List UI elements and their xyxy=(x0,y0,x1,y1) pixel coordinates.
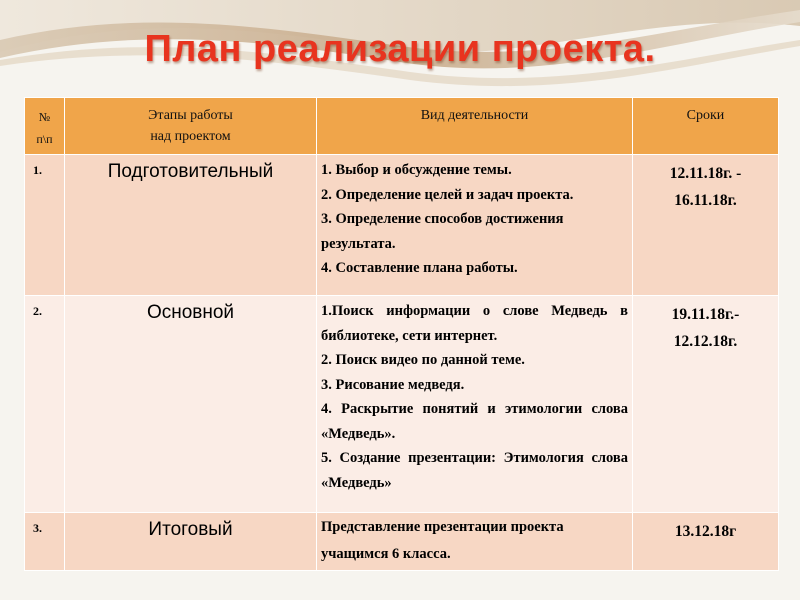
header-number-line1: № xyxy=(38,110,51,124)
activity-item: 1. Выбор и обсуждение темы. xyxy=(321,162,512,178)
activity-item: 4. Составление плана работы. xyxy=(321,260,518,276)
header-stage xyxy=(65,98,317,155)
activity-item: 3. Рисование медведя. xyxy=(321,376,465,393)
stage-name: Подготовительный xyxy=(65,155,317,296)
table-row xyxy=(25,513,779,571)
row-number: 1. xyxy=(25,155,65,296)
table-header-row xyxy=(25,98,779,155)
stage-name: Основной xyxy=(65,296,317,513)
date-range xyxy=(633,513,779,571)
header-number xyxy=(25,98,65,155)
date-end: 12.12.18г. xyxy=(673,333,738,350)
date-range xyxy=(633,296,779,513)
page-title: План реализации проекта. xyxy=(144,28,656,70)
activity-item: 5. Создание презентации: Этимология слова «Медведь» xyxy=(321,450,628,491)
table-row xyxy=(25,296,779,513)
activity-item: 2. Поиск видео по данной теме. xyxy=(321,352,525,368)
date-start: 13.12.18г xyxy=(674,523,737,540)
header-activity: Вид деятельности xyxy=(317,98,633,155)
header-number-line2: п\п xyxy=(36,132,53,146)
table-row xyxy=(25,155,779,296)
header-stage-line1: Этапы работы xyxy=(148,108,233,123)
activity-item: 4. Раскрытие понятий и этимологии слова «Медведь». xyxy=(321,401,628,442)
activity-list xyxy=(317,513,633,571)
activity-item: 1.Поиск информации о слове Медведь в библиотеке, сети интернет. xyxy=(321,303,628,344)
row-number: 3. xyxy=(25,513,65,571)
project-plan-table xyxy=(24,97,779,571)
activity-list xyxy=(317,296,633,513)
date-end: 16.11.18г. xyxy=(674,192,737,209)
activity-list xyxy=(317,155,633,296)
row-number: 2. xyxy=(25,296,65,513)
date-range xyxy=(633,155,779,296)
date-start: 19.11.18г.- xyxy=(671,306,740,323)
activity-item: 3. Определение способов достижения результата. xyxy=(321,211,564,252)
activity-item: Представление презентации проекта учащимся 6 класса. xyxy=(321,519,564,562)
header-dates: Сроки xyxy=(633,98,779,155)
stage-name: Итоговый xyxy=(65,513,317,571)
header-stage-line2: над проектом xyxy=(150,129,231,144)
date-start: 12.11.18г. - xyxy=(669,165,742,182)
activity-item: 2. Определение целей и задач проекта. xyxy=(321,186,574,203)
